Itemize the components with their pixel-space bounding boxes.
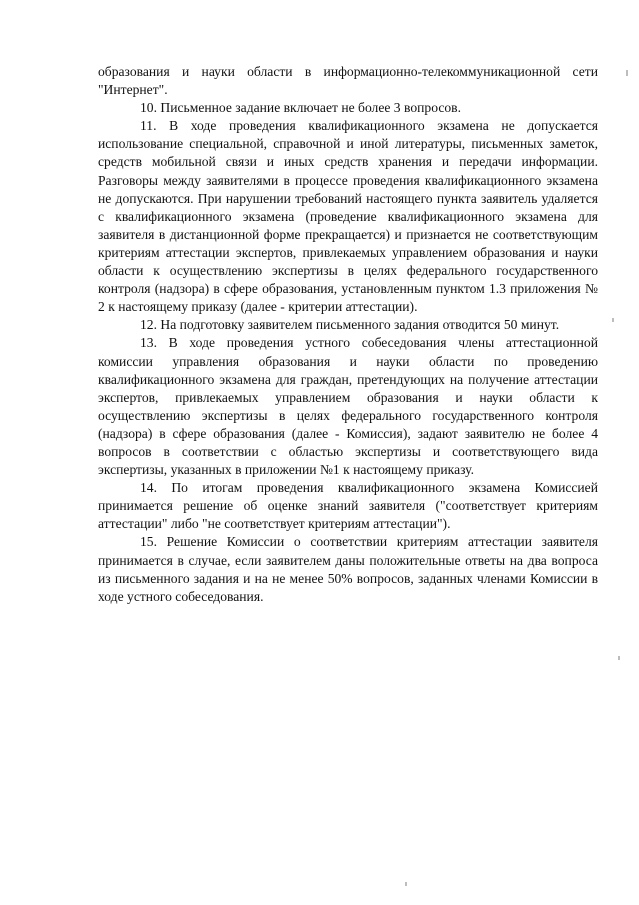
scan-artifact — [626, 70, 628, 76]
paragraph-10: 10. Письменное задание включает не более 3 вопросов. — [140, 100, 461, 116]
paragraph-13: 13. В ходе проведения устного собеседования члены аттестационной комиссии управления образования и науки области по проведению квалификационного экзамена для граждан, претендующих на получение аттестации экспертов, привлекаемых управлением образования и науки области к осуществлению экспертизы в целях федерального государственного контроля (надзора) в сфере образования (далее - Комиссия), задают заявителю не более 4 вопросов в соответствии с областью экспертизы и соответствующего вида экспертизы, указанных в приложении №1 к настоящему приказу. — [98, 335, 598, 478]
scan-artifact — [612, 318, 614, 322]
document-body — [98, 63, 598, 606]
paragraph-11: 11. В ходе проведения квалификационного экзамена не допускается использование специальной, справочной и иной литературы, письменных заметок, средств мобильной связи и иных средств хранения и передачи информации. Разговоры между заявителями в процессе проведения квалификационного экзамена не допускаются. При нарушении требований настоящего пункта заявитель удаляется с квалификационного экзамена (проведение квалификационного экзамена для заявителя в дистанционной форме прекращается) и признается не соответствующим критериям аттестации экспертов, привлекаемых управлением образования и науки области к осуществлению экспертизы в целях федерального государственного контроля (надзора) в сфере образования, установленным пунктом 1.3 приложения № 2 к настоящему приказу (далее - критерии аттестации). — [98, 118, 598, 315]
paragraph-15: 15. Решение Комиссии о соответствии критериям аттестации заявителя принимается в случае, если заявителем даны положительные ответы на два вопроса из письменного задания и на не менее 50% вопросов, заданных членами Комиссии в ходе устного собеседования. — [98, 534, 598, 604]
paragraph-14: 14. По итогам проведения квалификационного экзамена Комиссией принимается решение об оценке знаний заявителя ("соответствует критериям аттестации" либо "не соответствует критериям аттестации"). — [98, 480, 598, 532]
scan-artifact — [405, 882, 407, 886]
paragraph-continuation: образования и науки области в информационно-телекоммуникационной сети "Интернет". — [98, 64, 598, 98]
paragraph-12: 12. На подготовку заявителем письменного задания отводится 50 минут. — [140, 317, 560, 333]
scan-artifact — [618, 656, 620, 660]
